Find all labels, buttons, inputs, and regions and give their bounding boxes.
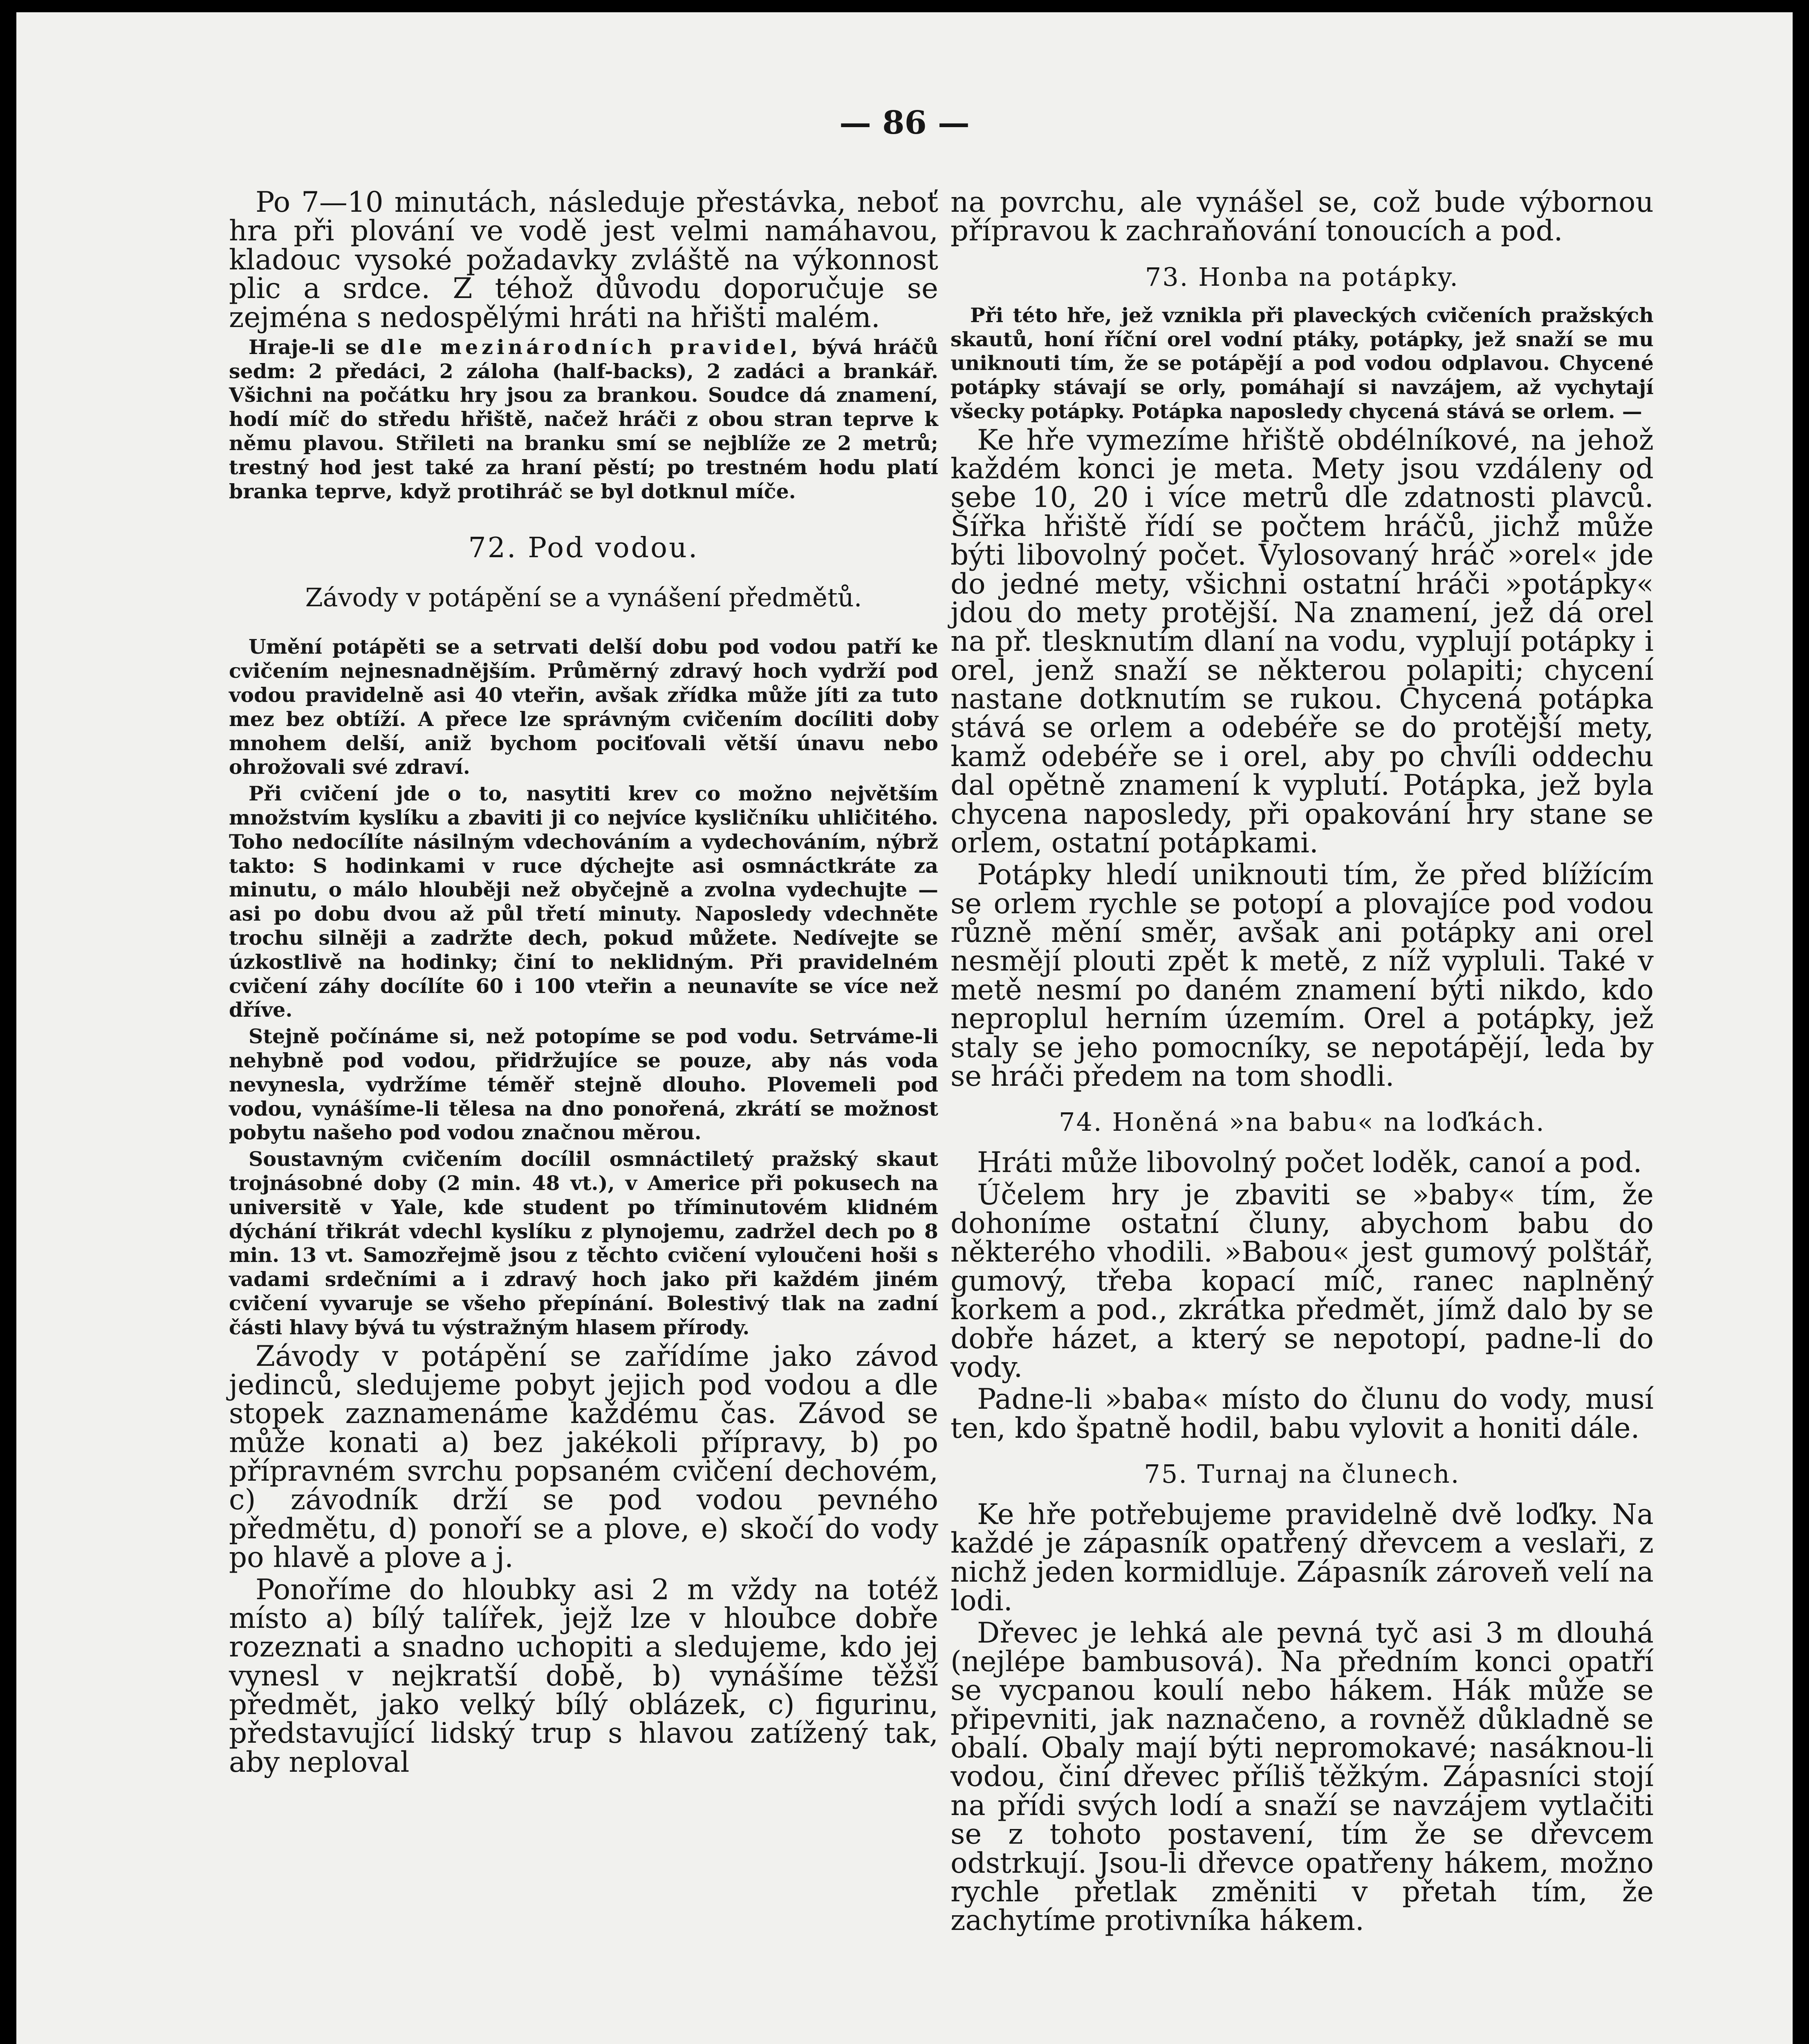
paragraph: Závody v potápění se zařídíme jako závod jedinců, sledujeme pobyt jejich pod vodou a dle stopek zaznamenáme každému čas. Závod se může konati a) bez jakékoli přípravy, b) po přípravném svrchu popsaném cvičení dechovém, c) závodník drží se pod vodou pevného předmětu, d) ponoří se a plove, e) skočí do vody po hlavě a plove a j.	[229, 1340, 938, 1574]
paragraph: Potápky hledí uniknouti tím, že před blížícím se orlem rychle se potopí a plovajíce pod vodou různě mění směr, avšak ani potápky ani orel nesmějí plouti zpět k metě, z níž vypluli. Také v metě nesmí po daném znamení býti nikdo, kdo neproplul herním územím. Orel a potápky, jež staly se jeho pomocníky, se nepotápějí, leda by se hráči předem na tom shodli.	[950, 858, 1654, 1093]
paragraph: Ponoříme do hloubky asi 2 m vždy na totéž místo a) bílý talířek, jejž lze v hloubce dobře rozeznati a snadno uchopiti a sledujeme, kdo jej vynesl v nejkratší době, b) vynášíme těžší předmět, jako velký bílý oblázek, c) figurinu, představující lidský trup s hlavou zatížený tak, aby neploval	[229, 1573, 938, 1779]
section-72-subtitle: Závody v potápění se a vynášení předmětů.	[305, 583, 862, 613]
left-column	[229, 188, 938, 1780]
rules-emphasis: dle mezinárodních pravidel,	[380, 335, 802, 359]
paragraph: Po 7—10 minutách, následuje přestávka, neboť hra při plování ve vodě jest velmi namáhavou, kladouc vysoké požadavky zvláště na výkonnost plic a srdce. Z téhož důvodu doporučuje se zejména s nedospělými hráti na hřišti malém.	[229, 186, 938, 334]
paragraph: Dřevec je lehká ale pevná tyč asi 3 m dlouhá (nejlépe bambusová). Na předním konci opatří se vycpanou koulí nebo hákem. Hák může se připevniti, jak naznačeno, a rovněž důkladně se obalí. Obaly mají býti nepromokavé; nasáknou-li vodou, činí dřevec příliš těžkým. Zápasníci stojí na přídi svých lodí a snaží se navzájem vytlačiti se z tohoto postavení, tím že se dřevcem odstrkují. Jsou-li dřevce opatřeny hákem, možno rychle přetlak změniti v přetah tím, že zachytíme protivníka hákem.	[950, 1616, 1654, 1937]
section-75-title: 75. Turnaj na člunech.	[1144, 1459, 1460, 1489]
paragraph: na povrchu, ale vynášel se, což bude výbornou přípravou k zachraňování tonoucích a pod.	[950, 186, 1654, 248]
rules-paragraph	[229, 335, 938, 504]
page-number: — 86 —	[839, 104, 970, 141]
section-72-title: 72. Pod vodou.	[468, 532, 699, 565]
right-column	[950, 188, 1654, 1939]
small-paragraph: Při cvičení jde o to, nasytiti krev co možno největším množstvím kyslíku a zbaviti ji co nejvíce kysličníku uhličitého. Toho nedocílíte násilným vdechováním a vydechováním, nýbrž takto: S hodinkami v ruce dýchejte asi osmnáctkráte za minutu, o málo hlouběji než obyčejně a zvolna vydechujte — asi po dobu dvou až půl třetí minuty. Naposledy vdechněte trochu silněji a zadržte dech, pokud můžete. Nedívejte se úzkostlivě na hodinky; činí to neklidným. Při pravidelném cvičení záhy docílíte 60 i 100 vteřin a neunavíte se více než dříve.	[229, 782, 938, 1022]
paragraph: Hráti může libovolný počet loděk, canoí a pod.	[977, 1146, 1642, 1179]
paragraph: Účelem hry je zbaviti se »baby« tím, že dohoníme ostatní čluny, abychom babu do některého vhodili. »Babou« jest gumový polštář, gumový, třeba kopací míč, ranec naplněný korkem a pod., zkrátka předmět, jímž dalo by se dobře házet, a který se nepotopí, padne-li do vody.	[950, 1178, 1654, 1384]
paragraph: Padne-li »baba« místo do člunu do vody, musí ten, kdo špatně hodil, babu vylovit a honiti dále.	[950, 1383, 1654, 1445]
rules-prefix: Hraje-li se	[249, 335, 381, 359]
book-page	[16, 12, 1793, 2044]
rules-text: bývá hráčů sedm: 2 předáci, 2 záloha (half-backs), 2 zadáci a brankář. Všichni na počátku hry jsou za brankou. Soudce dá znamení, hodí míč do středu hřiště, načež hráči z obou stran teprve k němu plavou. Střileti na branku smí se nejblíže ze 2 metrů; trestný hod jest také za hraní pěstí; po trestném hodu platí branka teprve, když protihráč se byl dotknul míče.	[229, 335, 939, 503]
small-paragraph: Stejně počínáme si, než potopíme se pod vodu. Setrváme-li nehybně pod vodou, přidržujíce se pouze, aby nás voda nevynesla, vydržíme téměř stejně dlouho. Plovemeli pod vodou, vynášíme-li tělesa na dno ponořená, zkrátí se možnost pobytu našeho pod vodou značnou měrou.	[229, 1024, 938, 1145]
paragraph: Ke hře potřebujeme pravidelně dvě loďky. Na každé je zápasník opatřený dřevcem a veslaři, z nichž jeden kormidluje. Zápasník zároveň velí na lodi.	[950, 1498, 1654, 1618]
section-74-title: 74. Honěná »na babu« na loďkách.	[1059, 1107, 1545, 1137]
small-paragraph: Soustavným cvičením docílil osmnáctiletý pražský skaut trojnásobné doby (2 min. 48 vt.), v Americe při pokusech na universitě v Yale, kde student po tříminutovém klidném dýchání třikrát vdechl kyslíku z plynojemu, zadržel dech po 8 min. 13 vt. Samozřejmě jsou z těchto cvičení vyloučeni hoši s vadami srdečními a i zdravý hoch jako při každém jiném cvičení vyvaruje se všeho přepínání. Bolestivý tlak na zadní části hlavy bývá tu výstražným hlasem přírody.	[229, 1147, 938, 1339]
small-paragraph: Umění potápěti se a setrvati delší dobu pod vodou patří ke cvičením nejnesnadnějším. Průměrný zdravý hoch vydrží pod vodou pravidelně asi 40 vteřin, avšak zřídka může jíti za tuto mez bez obtíží. A přece lze správným cvičením docíliti doby mnohem delší, aniž bychom pociťovali větší únavu nebo ohrožovali své zdraví.	[229, 635, 938, 779]
small-paragraph: Při této hře, jež vznikla při plaveckých cvičeních pražských skautů, honí říční orel vodní ptáky, potápky, jež snaží se mu uniknouti tím, že se potápějí a pod vodou odplavou. Chycené potápky stávají se orly, pomáhají si navzájem, až vychytají všecky potápky. Potápka naposledy chycená stává se orlem. —	[950, 303, 1654, 423]
paragraph: Ke hře vymezíme hřiště obdélníkové, na jehož každém konci je meta. Mety jsou vzdáleny od sebe 10, 20 i více metrů dle zdatnosti plavců. Šířka hřiště řídí se počtem hráčů, jichž může býti libovolný počet. Vylosovaný hráč »orel« jde do jedné mety, všichni ostatní hráči »potápky« jdou do mety protější. Na znamení, jež dá orel na př. tlesknutím dlaní na vodu, vyplují potápky i orel, jenž snaží se některou polapiti; chycení nastane dotknutím se rukou. Chycená potápka stává se orlem a odebéře se do protější mety, kamž odebéře se i orel, aby po chvíli oddechu dal opětně znamení k vyplutí. Potápka, jež byla chycena naposledy, při opakování hry stane se orlem, ostatní potápkami.	[950, 424, 1654, 859]
section-73-title: 73. Honba na potápky.	[1145, 262, 1459, 292]
